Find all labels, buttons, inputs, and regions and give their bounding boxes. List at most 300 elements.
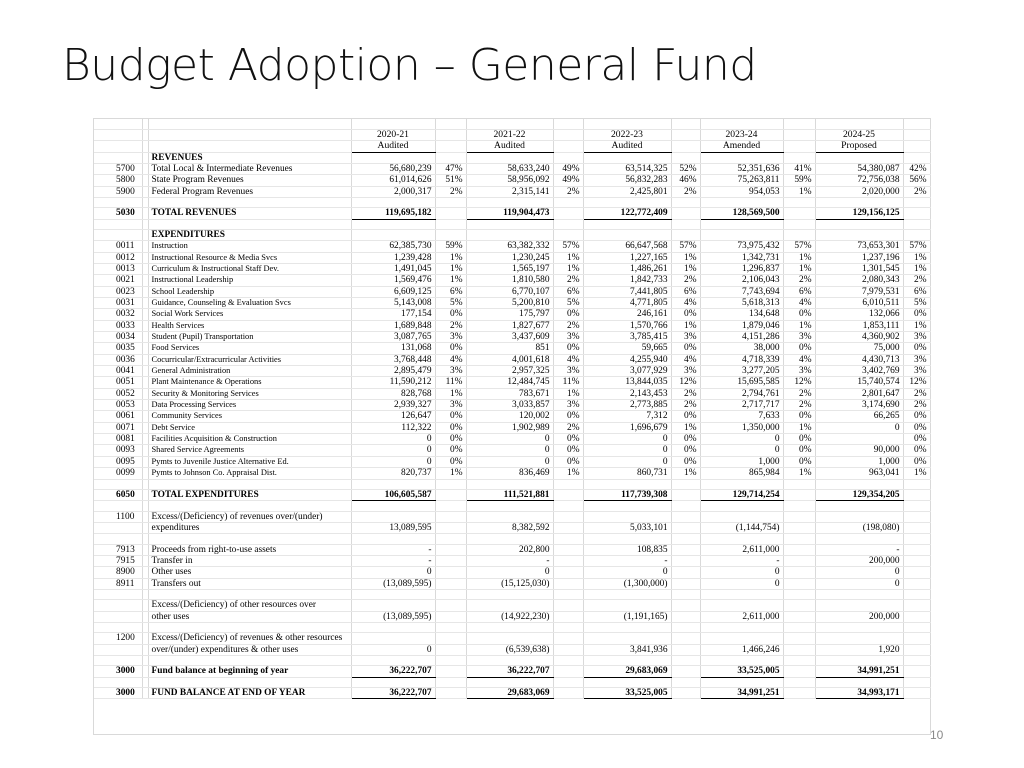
percent-cell: 1%: [671, 263, 700, 274]
percent-cell: 1%: [553, 468, 583, 479]
amount-cell: [351, 633, 435, 644]
empty-cell: [435, 656, 466, 666]
percent-cell: 2%: [783, 388, 815, 399]
amount-cell: [815, 434, 903, 445]
empty-cell: [583, 677, 671, 687]
row-label: Facilities Acquisition & Construction: [148, 434, 351, 445]
amount-cell: 865,984: [700, 468, 783, 479]
percent-cell: 1%: [903, 320, 930, 331]
blank-row: [94, 501, 930, 511]
empty-cell: [671, 589, 700, 599]
amount-cell: 5,143,008: [351, 298, 435, 309]
percent-cell: 0%: [553, 434, 583, 445]
table-row: [94, 263, 930, 274]
row-label: Debt Service: [148, 422, 351, 433]
percent-cell: 2%: [671, 400, 700, 411]
percent-cell: [435, 522, 466, 533]
percent-cell: 12%: [783, 377, 815, 388]
amount-cell: 3,277,205: [700, 366, 783, 377]
total-row: [94, 688, 930, 699]
percent-cell: 1%: [553, 252, 583, 263]
amount-cell: 3,174,690: [815, 400, 903, 411]
percent-cell: 12%: [671, 377, 700, 388]
percent-cell: 2%: [553, 186, 583, 197]
empty-cell: [583, 501, 671, 511]
amount-cell: 1,239,428: [351, 252, 435, 263]
amount-cell: 851: [466, 343, 553, 354]
percent-cell: 59%: [435, 241, 466, 252]
row-label: Data Processing Services: [148, 400, 351, 411]
percent-cell: [783, 578, 815, 589]
table-row: [94, 567, 930, 578]
percent-cell: 3%: [435, 366, 466, 377]
amount-cell: 1,570,766: [583, 320, 671, 331]
amount-cell: 836,469: [466, 468, 553, 479]
account-code: 0023: [94, 286, 142, 297]
percent-cell: 0%: [435, 411, 466, 422]
percent-cell: 0%: [903, 434, 930, 445]
percent-cell: [903, 600, 930, 611]
row-label: Social Work Services: [148, 309, 351, 320]
percent-cell: 4%: [783, 354, 815, 365]
amount-cell: 131,068: [351, 343, 435, 354]
amount-cell: 963,041: [815, 468, 903, 479]
amount-cell: 120,002: [466, 411, 553, 422]
percent-cell: [671, 644, 700, 655]
amount-cell: 4,771,805: [583, 298, 671, 309]
amount-cell: (13,089,595): [351, 611, 435, 622]
table-row: [94, 544, 930, 555]
account-code: 0093: [94, 445, 142, 456]
percent-cell: 0%: [671, 445, 700, 456]
percent-cell: 0%: [783, 309, 815, 320]
amount-cell: 1,350,000: [700, 422, 783, 433]
amount-cell: 2,611,000: [700, 611, 783, 622]
empty-cell: [466, 219, 553, 229]
section-row: [94, 229, 930, 240]
amount-cell: 1,466,246: [700, 644, 783, 655]
percent-cell: [783, 208, 815, 219]
account-code: 0034: [94, 332, 142, 343]
percent-cell: [553, 489, 583, 500]
amount-cell: 0: [466, 567, 553, 578]
percent-cell: 1%: [435, 468, 466, 479]
year-header: 2021-22: [466, 129, 553, 140]
type-header-row: [94, 141, 930, 152]
amount-cell: 33,525,005: [583, 688, 671, 699]
empty-cell: [903, 677, 930, 687]
amount-cell: 29,683,069: [466, 688, 553, 699]
row-label: Curriculum & Instructional Staff Dev.: [148, 263, 351, 274]
percent-cell: 1%: [435, 252, 466, 263]
account-code: 5700: [94, 163, 142, 174]
empty-cell: [583, 152, 671, 163]
amount-cell: [466, 633, 553, 644]
amount-cell: 5,200,810: [466, 298, 553, 309]
table-row: [94, 275, 930, 286]
amount-cell: 108,835: [583, 544, 671, 555]
percent-cell: [435, 578, 466, 589]
empty-cell: [466, 197, 553, 207]
percent-cell: 3%: [903, 366, 930, 377]
table-row: [94, 175, 930, 186]
percent-cell: [435, 567, 466, 578]
percent-cell: [553, 644, 583, 655]
blank-row: [94, 197, 930, 207]
percent-cell: 6%: [903, 286, 930, 297]
empty-cell: [700, 534, 783, 544]
empty-cell: [94, 501, 142, 511]
percent-cell: [553, 555, 583, 566]
percent-cell: 2%: [783, 275, 815, 286]
section-label: REVENUES: [148, 152, 351, 163]
percent-cell: 3%: [553, 332, 583, 343]
row-label: School Leadership: [148, 286, 351, 297]
percent-cell: 56%: [903, 175, 930, 186]
percent-cell: 2%: [671, 388, 700, 399]
percent-cell: 3%: [903, 354, 930, 365]
amount-cell: 112,322: [351, 422, 435, 433]
amount-cell: 6,770,107: [466, 286, 553, 297]
empty-cell: [466, 501, 553, 511]
percent-cell: [671, 489, 700, 500]
row-label: expenditures: [148, 522, 351, 533]
empty-cell: [94, 479, 142, 489]
amount-cell: 1,842,733: [583, 275, 671, 286]
amount-cell: 0: [351, 434, 435, 445]
amount-cell: 2,080,343: [815, 275, 903, 286]
empty-cell: [148, 501, 351, 511]
empty-cell: [783, 589, 815, 599]
percent-cell: [435, 644, 466, 655]
empty-cell: [435, 229, 466, 240]
percent-cell: 1%: [671, 422, 700, 433]
amount-cell: 1,000: [700, 456, 783, 467]
empty-cell: [466, 229, 553, 240]
percent-cell: [553, 208, 583, 219]
percent-cell: [671, 208, 700, 219]
amount-cell: 200,000: [815, 611, 903, 622]
empty-cell: [553, 501, 583, 511]
row-label: Security & Monitoring Services: [148, 388, 351, 399]
empty-cell: [148, 534, 351, 544]
amount-cell: 7,312: [583, 411, 671, 422]
amount-cell: 7,633: [700, 411, 783, 422]
percent-cell: [783, 688, 815, 699]
empty-cell: [351, 656, 435, 666]
row-label: Instructional Leadership: [148, 275, 351, 286]
percent-cell: 51%: [435, 175, 466, 186]
blank-row: [94, 589, 930, 599]
account-code: 0052: [94, 388, 142, 399]
amount-cell: 200,000: [815, 555, 903, 566]
empty-cell: [148, 479, 351, 489]
empty-cell: [815, 622, 903, 632]
empty-cell: [583, 622, 671, 632]
percent-cell: 47%: [435, 163, 466, 174]
row-label: General Administration: [148, 366, 351, 377]
percent-cell: 57%: [553, 241, 583, 252]
amount-cell: 11,590,212: [351, 377, 435, 388]
amount-cell: 13,089,595: [351, 522, 435, 533]
empty-cell: [815, 589, 903, 599]
year-header-row: [94, 129, 930, 140]
type-header: Audited: [583, 141, 671, 152]
empty-cell: [148, 589, 351, 599]
empty-cell: [700, 219, 783, 229]
empty-cell: [94, 677, 142, 687]
empty-cell: [783, 501, 815, 511]
amount-cell: 73,975,432: [700, 241, 783, 252]
empty-cell: [148, 677, 351, 687]
row-label: FUND BALANCE AT END OF YEAR: [148, 688, 351, 699]
empty-cell: [583, 479, 671, 489]
amount-cell: 1,296,837: [700, 263, 783, 274]
empty-cell: [671, 677, 700, 687]
empty-cell: [583, 534, 671, 544]
empty-cell: [553, 677, 583, 687]
amount-cell: -: [815, 544, 903, 555]
row-label: Student (Pupil) Transportation: [148, 332, 351, 343]
amount-cell: 5,618,313: [700, 298, 783, 309]
amount-cell: (1,300,000): [583, 578, 671, 589]
page-number: 10: [930, 728, 944, 742]
amount-cell: (15,125,030): [466, 578, 553, 589]
table-row: [94, 456, 930, 467]
percent-cell: 1%: [783, 186, 815, 197]
empty-cell: [700, 677, 783, 687]
amount-cell: 0: [466, 456, 553, 467]
row-label: Pymts to Johnson Co. Appraisal Dist.: [148, 468, 351, 479]
amount-cell: 0: [700, 567, 783, 578]
table-row: [94, 611, 930, 622]
amount-cell: (6,539,638): [466, 644, 553, 655]
amount-cell: 56,832,283: [583, 175, 671, 186]
amount-cell: [583, 511, 671, 522]
percent-cell: 0%: [671, 456, 700, 467]
amount-cell: 1,689,848: [351, 320, 435, 331]
empty-cell: [903, 479, 930, 489]
percent-cell: 4%: [553, 354, 583, 365]
section-label: EXPENDITURES: [148, 229, 351, 240]
amount-cell: [815, 511, 903, 522]
empty-cell: [553, 197, 583, 207]
percent-cell: 2%: [435, 186, 466, 197]
amount-cell: 38,000: [700, 343, 783, 354]
amount-cell: 0: [583, 434, 671, 445]
empty-cell: [351, 589, 435, 599]
empty-cell: [783, 479, 815, 489]
percent-cell: [435, 666, 466, 677]
percent-cell: 0%: [553, 445, 583, 456]
percent-cell: 2%: [903, 275, 930, 286]
amount-cell: 117,739,308: [583, 489, 671, 500]
percent-cell: 52%: [671, 163, 700, 174]
account-code: 3000: [94, 688, 142, 699]
amount-cell: 12,484,745: [466, 377, 553, 388]
percent-cell: 2%: [903, 388, 930, 399]
empty-cell: [583, 219, 671, 229]
percent-cell: 0%: [783, 343, 815, 354]
amount-cell: -: [351, 555, 435, 566]
amount-cell: 61,014,626: [351, 175, 435, 186]
empty-cell: [700, 479, 783, 489]
empty-cell: [903, 534, 930, 544]
table-row: [94, 320, 930, 331]
empty-cell: [435, 534, 466, 544]
empty-cell: [903, 656, 930, 666]
account-code: 0013: [94, 263, 142, 274]
empty-cell: [815, 534, 903, 544]
percent-cell: 0%: [903, 411, 930, 422]
row-label: Instructional Resource & Media Svcs: [148, 252, 351, 263]
empty-cell: [351, 677, 435, 687]
table-row: [94, 468, 930, 479]
percent-cell: [553, 600, 583, 611]
percent-cell: [903, 544, 930, 555]
amount-cell: 119,904,473: [466, 208, 553, 219]
amount-cell: -: [351, 544, 435, 555]
percent-cell: 1%: [783, 422, 815, 433]
empty-cell: [783, 219, 815, 229]
percent-cell: 0%: [903, 456, 930, 467]
amount-cell: 72,756,038: [815, 175, 903, 186]
percent-cell: 1%: [435, 263, 466, 274]
empty-cell: [351, 501, 435, 511]
percent-cell: 0%: [783, 411, 815, 422]
amount-cell: 3,437,609: [466, 332, 553, 343]
amount-cell: [583, 600, 671, 611]
percent-cell: [671, 555, 700, 566]
percent-cell: 2%: [783, 400, 815, 411]
budget-table-body: [94, 119, 930, 699]
percent-cell: 1%: [435, 388, 466, 399]
percent-cell: [435, 633, 466, 644]
empty-cell: [553, 622, 583, 632]
type-header: Audited: [351, 141, 435, 152]
empty-cell: [435, 622, 466, 632]
empty-cell: [783, 622, 815, 632]
percent-cell: 6%: [783, 286, 815, 297]
percent-cell: [435, 489, 466, 500]
amount-cell: 111,521,881: [466, 489, 553, 500]
percent-cell: [553, 611, 583, 622]
amount-cell: 783,671: [466, 388, 553, 399]
percent-cell: 3%: [783, 332, 815, 343]
percent-cell: [553, 567, 583, 578]
percent-cell: [783, 511, 815, 522]
empty-cell: [671, 656, 700, 666]
amount-cell: 7,743,694: [700, 286, 783, 297]
amount-cell: 34,991,251: [700, 688, 783, 699]
percent-cell: [435, 208, 466, 219]
empty-cell: [815, 219, 903, 229]
percent-cell: 3%: [783, 366, 815, 377]
amount-cell: 4,255,940: [583, 354, 671, 365]
account-code: 0071: [94, 422, 142, 433]
empty-cell: [435, 501, 466, 511]
empty-cell: [94, 656, 142, 666]
amount-cell: 1,301,545: [815, 263, 903, 274]
percent-cell: 5%: [553, 298, 583, 309]
empty-cell: [148, 219, 351, 229]
percent-cell: 49%: [553, 175, 583, 186]
amount-cell: 0: [583, 456, 671, 467]
percent-cell: 3%: [903, 332, 930, 343]
amount-cell: [351, 600, 435, 611]
empty-cell: [815, 152, 903, 163]
amount-cell: 128,569,500: [700, 208, 783, 219]
account-code: 0011: [94, 241, 142, 252]
blank-row: [94, 534, 930, 544]
empty-cell: [671, 197, 700, 207]
empty-cell: [466, 656, 553, 666]
percent-cell: 0%: [671, 411, 700, 422]
percent-cell: [783, 544, 815, 555]
page-title: Budget Adoption – General Fund: [62, 40, 757, 91]
amount-cell: [815, 600, 903, 611]
amount-cell: 4,360,902: [815, 332, 903, 343]
empty-cell: [583, 197, 671, 207]
percent-cell: [671, 578, 700, 589]
empty-cell: [783, 229, 815, 240]
empty-cell: [351, 622, 435, 632]
amount-cell: 3,768,448: [351, 354, 435, 365]
empty-cell: [903, 197, 930, 207]
percent-cell: [783, 666, 815, 677]
row-label: TOTAL REVENUES: [148, 208, 351, 219]
percent-cell: [671, 688, 700, 699]
amount-cell: 1,230,245: [466, 252, 553, 263]
percent-cell: 1%: [903, 263, 930, 274]
empty-cell: [700, 622, 783, 632]
amount-cell: 2,000,317: [351, 186, 435, 197]
amount-cell: 0: [351, 567, 435, 578]
amount-cell: 0: [351, 644, 435, 655]
percent-cell: 57%: [671, 241, 700, 252]
account-code: [94, 611, 142, 622]
table-row: [94, 511, 930, 522]
row-label: Guidance, Counseling & Evaluation Svcs: [148, 298, 351, 309]
percent-cell: 46%: [671, 175, 700, 186]
amount-cell: 7,441,805: [583, 286, 671, 297]
year-header: 2024-25: [815, 129, 903, 140]
amount-cell: 3,841,936: [583, 644, 671, 655]
empty-cell: [671, 479, 700, 489]
amount-cell: 132,066: [815, 309, 903, 320]
row-label: TOTAL EXPENDITURES: [148, 489, 351, 500]
percent-cell: [435, 511, 466, 522]
empty-cell: [783, 656, 815, 666]
row-label: Community Services: [148, 411, 351, 422]
empty-cell: [94, 622, 142, 632]
percent-cell: 1%: [671, 320, 700, 331]
amount-cell: 8,382,592: [466, 522, 553, 533]
percent-cell: 1%: [553, 388, 583, 399]
amount-cell: 0: [351, 445, 435, 456]
empty-cell: [435, 197, 466, 207]
row-label: Food Services: [148, 343, 351, 354]
amount-cell: [466, 600, 553, 611]
amount-cell: 1,491,045: [351, 263, 435, 274]
percent-cell: 6%: [671, 286, 700, 297]
percent-cell: [435, 611, 466, 622]
percent-cell: 41%: [783, 163, 815, 174]
empty-cell: [700, 656, 783, 666]
percent-cell: [671, 611, 700, 622]
percent-cell: [903, 555, 930, 566]
amount-cell: 820,737: [351, 468, 435, 479]
